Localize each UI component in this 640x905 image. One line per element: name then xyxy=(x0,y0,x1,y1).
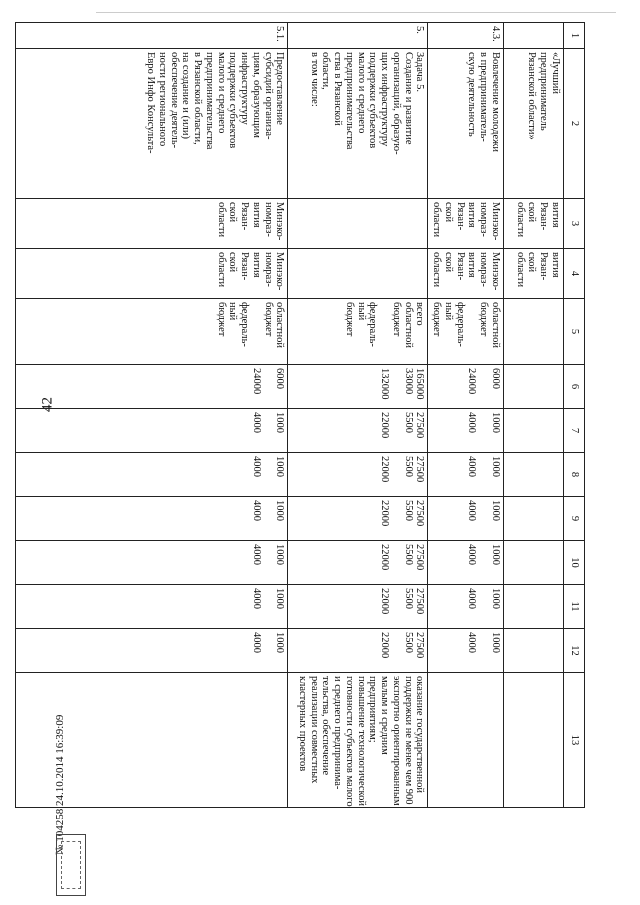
cell-line: 5500 xyxy=(402,412,414,433)
cell-line: Предоставление xyxy=(274,52,286,125)
cell-line xyxy=(262,500,274,537)
cell-line: 132000 xyxy=(379,368,391,400)
cell-line xyxy=(390,632,402,669)
cell-line: 4000 xyxy=(466,544,478,565)
cell-line: ный xyxy=(355,302,367,321)
cell-line: 27500 xyxy=(414,412,426,439)
cell-line: «Лучший xyxy=(550,52,561,94)
cell-line: всего xyxy=(414,302,426,326)
cell-line xyxy=(466,302,478,361)
cell-col-8 xyxy=(504,453,564,497)
cell-col-2 xyxy=(504,49,564,199)
cell-col-7 xyxy=(288,409,428,453)
column-header-8: 8 xyxy=(564,453,585,497)
cell-line: федераль- xyxy=(454,302,466,347)
barcode-seal xyxy=(56,834,86,896)
cell-line: 5500 xyxy=(402,588,414,609)
cell-col-3 xyxy=(504,199,564,249)
cell-col-6 xyxy=(288,365,428,409)
cell-line: повышение технологической xyxy=(355,676,367,806)
cell-line: Создание и развитие xyxy=(402,52,414,145)
cell-line: номраз- xyxy=(478,202,490,237)
cell-col-2 xyxy=(288,49,428,199)
cell-line: 27500 xyxy=(414,588,426,615)
cell-col-8 xyxy=(16,453,288,497)
cell-line xyxy=(250,302,262,361)
cell-line: 24000 xyxy=(466,368,478,395)
cell-line: поддержки субъектов xyxy=(367,52,379,149)
cell-line: ской xyxy=(227,202,239,223)
cell-col-10 xyxy=(16,541,288,585)
cell-line: 1000 xyxy=(490,588,501,609)
cell-line xyxy=(262,456,274,493)
cell-line: 1000 xyxy=(274,412,286,433)
cell-line xyxy=(478,412,490,449)
cell-col-13 xyxy=(504,673,564,808)
cell-col-5 xyxy=(428,299,504,365)
cell-line: поддержки не менее чем 900 xyxy=(402,676,414,805)
cell-col-7 xyxy=(16,409,288,453)
cell-col-11 xyxy=(428,585,504,629)
column-header-5: 5 xyxy=(564,299,585,365)
cell-line: щих инфраструктуру xyxy=(379,52,391,147)
page-number: 42 xyxy=(39,397,56,412)
cell-line: 1000 xyxy=(274,544,286,565)
cell-line: 1000 xyxy=(490,500,501,521)
cell-line: 1000 xyxy=(274,456,286,477)
cell-line: предприятиям; xyxy=(367,676,379,743)
cell-line: 1000 xyxy=(490,632,501,653)
cell-line: бюджет xyxy=(431,302,443,337)
cell-col-3 xyxy=(428,199,504,249)
cell-line: бюджет xyxy=(215,302,227,337)
cell-col-12 xyxy=(428,629,504,673)
registration-stamp: № 104258 24.10.2014 16:39:09 xyxy=(54,714,66,855)
column-header-1: 1 xyxy=(564,23,585,49)
cell-col-12 xyxy=(504,629,564,673)
cell-line: номраз- xyxy=(262,202,274,237)
cell-line: в Рязанской области, xyxy=(192,52,204,145)
cell-line: Евро Инфо Консульта- xyxy=(145,52,157,154)
cell-col-4 xyxy=(16,249,288,299)
cell-line: вития xyxy=(550,252,561,278)
cell-line: 33000 xyxy=(402,368,414,395)
column-header-9: 9 xyxy=(564,497,585,541)
program-table xyxy=(16,22,586,808)
cell-line xyxy=(390,544,402,581)
column-header-11: 11 xyxy=(564,585,585,629)
cell-line: реализации совместных xyxy=(308,676,320,784)
cell-line xyxy=(262,412,274,449)
cell-line: 6000 xyxy=(490,368,501,389)
column-header-13: 13 xyxy=(564,673,585,808)
cell-line: Задача 5. xyxy=(414,52,426,92)
cell-line: 22000 xyxy=(379,456,391,483)
cell-line: областной xyxy=(402,302,414,348)
cell-line: скую деятельность xyxy=(466,52,478,137)
cell-line: 1000 xyxy=(490,456,501,477)
cell-line xyxy=(478,456,490,493)
cell-line: 4000 xyxy=(251,588,262,609)
cell-line: ный xyxy=(443,302,454,321)
cell-line: области xyxy=(514,202,526,238)
cell-line: бюджет xyxy=(262,302,274,337)
cell-line: 165000 xyxy=(414,368,426,400)
cell-line: ской xyxy=(443,252,454,273)
cell-line: 4000 xyxy=(251,500,262,521)
column-header-7: 7 xyxy=(564,409,585,453)
cell-line: 1000 xyxy=(274,632,286,653)
cell-col-5 xyxy=(288,299,428,365)
cell-line: оказание государственной xyxy=(414,676,426,794)
cell-line: субсидий организа- xyxy=(262,52,274,140)
cell-line: 4000 xyxy=(251,456,262,477)
cell-line: областной xyxy=(274,302,286,348)
cell-line: области xyxy=(215,252,227,288)
cell-line: малого и среднего xyxy=(355,52,367,134)
cell-line: Вовлечение молодежи xyxy=(490,52,501,152)
cell-col-7 xyxy=(504,409,564,453)
cell-line: Рязан- xyxy=(239,252,251,281)
cell-line: малым и средним xyxy=(379,676,391,755)
cell-line: 4000 xyxy=(251,632,262,653)
cell-line: 27500 xyxy=(414,500,426,527)
cell-line xyxy=(478,368,490,405)
cell-line: экспортно ориентированным xyxy=(391,676,402,806)
cell-col-8 xyxy=(288,453,428,497)
column-header-12: 12 xyxy=(564,629,585,673)
cell-line: 5500 xyxy=(402,500,414,521)
cell-line: бюджет xyxy=(344,302,355,337)
column-header-2: 2 xyxy=(564,49,585,199)
table-header-row xyxy=(564,23,585,808)
column-header-6: 6 xyxy=(564,365,585,409)
cell-col-1: 4.3. xyxy=(428,23,504,49)
cell-line xyxy=(478,588,490,625)
cell-line xyxy=(390,588,402,625)
cell-line xyxy=(390,368,402,405)
cell-line: инфраструктуру xyxy=(239,52,251,125)
cell-line: 4000 xyxy=(466,456,478,477)
column-header-3: 3 xyxy=(564,199,585,249)
cell-col-9 xyxy=(428,497,504,541)
cell-line: обеспечение деятель- xyxy=(168,52,180,149)
cell-line: 5500 xyxy=(402,544,414,565)
cell-line: малого и среднего xyxy=(215,52,227,134)
cell-line: 1000 xyxy=(274,500,286,521)
cell-line: 27500 xyxy=(414,632,426,659)
cell-col-6 xyxy=(428,365,504,409)
cell-col-8 xyxy=(428,453,504,497)
cell-col-4 xyxy=(428,249,504,299)
cell-col-13 xyxy=(428,673,504,808)
cell-col-2 xyxy=(428,49,504,199)
cell-col-9 xyxy=(504,497,564,541)
cell-line: Рязан- xyxy=(538,202,550,231)
cell-line: предприниматель xyxy=(538,52,550,131)
cell-line: 4000 xyxy=(466,632,478,653)
cell-line: 22000 xyxy=(379,544,391,571)
cell-col-9 xyxy=(288,497,428,541)
cell-line: 4000 xyxy=(251,412,262,433)
column-header-4: 4 xyxy=(564,249,585,299)
table-row xyxy=(288,23,428,808)
cell-line: 1000 xyxy=(490,544,501,565)
cell-col-4 xyxy=(504,249,564,299)
cell-line: Рязан- xyxy=(454,252,466,281)
cell-line: 4000 xyxy=(466,412,478,433)
cell-line xyxy=(478,500,490,537)
cell-line: 1000 xyxy=(274,588,286,609)
cell-col-1: 5.1. xyxy=(16,23,288,49)
cell-line: ской xyxy=(227,252,239,273)
cell-line: номраз- xyxy=(262,252,274,287)
cell-line: областной xyxy=(490,302,501,348)
cell-line xyxy=(262,588,274,625)
cell-line: Минэко- xyxy=(490,252,501,291)
cell-line: вития xyxy=(466,202,478,228)
cell-col-7 xyxy=(428,409,504,453)
cell-line xyxy=(478,632,490,669)
cell-line: поддержки субъектов xyxy=(227,52,239,149)
cell-col-10 xyxy=(428,541,504,585)
cell-col-6 xyxy=(16,365,288,409)
cell-line: и среднего предпринима- xyxy=(332,676,344,790)
cell-line xyxy=(390,412,402,449)
cell-line: области xyxy=(431,202,443,238)
cell-line: 1000 xyxy=(490,412,501,433)
cell-col-1: 5. xyxy=(288,23,428,49)
cell-line: федераль- xyxy=(367,302,379,347)
cell-line: бюджет xyxy=(391,302,402,337)
cell-line xyxy=(379,302,391,361)
cell-line xyxy=(262,368,274,405)
cell-line xyxy=(262,632,274,669)
cell-line xyxy=(390,500,402,537)
cell-line: в предприниматель- xyxy=(478,52,490,142)
cell-col-12 xyxy=(288,629,428,673)
cell-line: 22000 xyxy=(379,588,391,615)
cell-col-9 xyxy=(16,497,288,541)
cell-col-13 xyxy=(288,673,428,808)
cell-line xyxy=(262,544,274,581)
cell-line: готовности субъектов малого xyxy=(344,676,355,807)
cell-line: ской xyxy=(526,252,538,273)
cell-line: ности регионального xyxy=(157,52,168,147)
cell-line: 6000 xyxy=(274,368,286,389)
cell-line xyxy=(478,544,490,581)
cell-line: предпринимательства xyxy=(204,52,215,150)
cell-line: 24000 xyxy=(251,368,262,395)
column-header-10: 10 xyxy=(564,541,585,585)
cell-line xyxy=(390,456,402,493)
table-row xyxy=(504,23,564,808)
cell-line: области xyxy=(215,202,227,238)
cell-line: ный xyxy=(227,302,239,321)
cell-line: 5500 xyxy=(402,632,414,653)
rotated-table-container xyxy=(37,22,585,807)
cell-line: вития xyxy=(550,202,561,228)
cell-line: кластерных проектов xyxy=(297,676,308,772)
cell-line: 22000 xyxy=(379,500,391,527)
cell-line: организаций, образую- xyxy=(391,52,402,155)
cell-line: 4000 xyxy=(466,588,478,609)
cell-line: области xyxy=(514,252,526,288)
cell-line: федераль- xyxy=(239,302,251,347)
cell-line: Рязанской области» xyxy=(526,52,538,140)
cell-col-3 xyxy=(16,199,288,249)
cell-col-10 xyxy=(288,541,428,585)
cell-line: на создание и (или) xyxy=(180,52,192,140)
cell-line: циям, образующим xyxy=(251,52,262,138)
cell-line: вития xyxy=(251,202,262,228)
cell-line: Минэко- xyxy=(274,252,286,291)
cell-line: предпринимательства xyxy=(344,52,355,150)
cell-line: тельства, обеспечение xyxy=(320,676,332,776)
cell-col-6 xyxy=(504,365,564,409)
cell-col-11 xyxy=(288,585,428,629)
cell-line: области xyxy=(431,252,443,288)
cell-line: 27500 xyxy=(414,544,426,571)
cell-line: Рязан- xyxy=(538,252,550,281)
cell-line: в том числе: xyxy=(308,52,320,107)
cell-line: бюджет xyxy=(478,302,490,337)
cell-line: вития xyxy=(251,252,262,278)
cell-line: 5500 xyxy=(402,456,414,477)
cell-col-1 xyxy=(504,23,564,49)
cell-line: 27500 xyxy=(414,456,426,483)
cell-col-2 xyxy=(16,49,288,199)
cell-col-11 xyxy=(504,585,564,629)
cell-line: области, xyxy=(320,52,332,90)
cell-line: Минэко- xyxy=(490,202,501,241)
scan-edge xyxy=(96,12,616,13)
cell-col-4 xyxy=(288,249,428,299)
cell-col-3 xyxy=(288,199,428,249)
cell-col-5 xyxy=(16,299,288,365)
cell-line: ской xyxy=(526,202,538,223)
cell-line: Рязан- xyxy=(239,202,251,231)
cell-line: 22000 xyxy=(379,412,391,439)
cell-line: ской xyxy=(443,202,454,223)
table-row xyxy=(428,23,504,808)
cell-col-10 xyxy=(504,541,564,585)
cell-line: 4000 xyxy=(251,544,262,565)
cell-line: номраз- xyxy=(478,252,490,287)
cell-line: Минэко- xyxy=(274,202,286,241)
cell-line: Рязан- xyxy=(454,202,466,231)
cell-line: вития xyxy=(466,252,478,278)
cell-line: 4000 xyxy=(466,500,478,521)
cell-line: 22000 xyxy=(379,632,391,659)
cell-col-5 xyxy=(504,299,564,365)
cell-line: ства в Рязанской xyxy=(332,52,344,126)
